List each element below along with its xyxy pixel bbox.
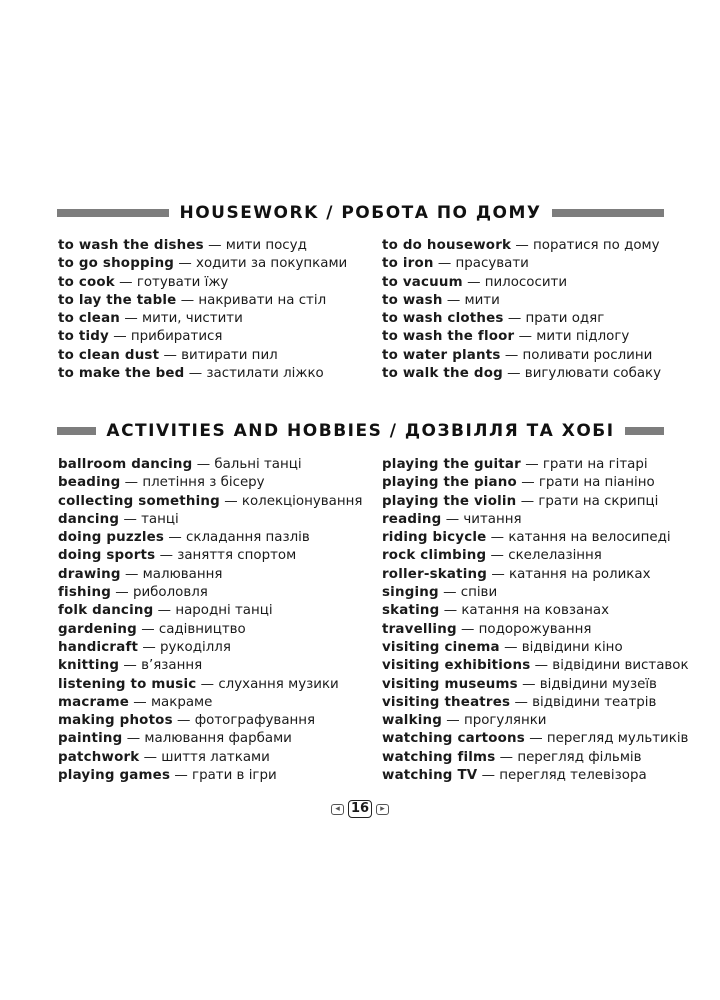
dash-separator: — — [200, 676, 215, 692]
dash-separator: — — [481, 768, 496, 784]
dash-separator: — — [504, 347, 519, 363]
ukrainian-translation: прибиратися — [130, 329, 223, 345]
dash-separator: — — [163, 347, 177, 363]
vocab-entry — [382, 237, 661, 255]
english-term: to wash — [382, 292, 443, 308]
english-term: rock climbing — [382, 548, 487, 564]
vocab-entry — [58, 237, 347, 255]
dash-separator: — — [507, 311, 522, 327]
dash-separator: — — [143, 749, 158, 765]
ukrainian-translation: застилати ліжко — [206, 366, 324, 382]
ukrainian-translation: перегляд фільмів — [517, 749, 642, 765]
ukrainian-translation: поратися по дому — [533, 238, 660, 253]
dash-separator: — — [443, 603, 458, 619]
ukrainian-translation: складання пазлів — [186, 530, 310, 546]
ukrainian-translation: малювання фарбами — [144, 731, 292, 747]
vocab-entry — [58, 694, 362, 712]
dash-separator: — — [115, 585, 129, 601]
vocab-entry — [58, 621, 362, 639]
dash-separator: — — [123, 658, 137, 674]
vocab-entry — [382, 676, 689, 694]
english-term: to clean dust — [58, 347, 160, 363]
ukrainian-translation: ходити за покупками — [196, 256, 348, 272]
dash-separator: — — [124, 311, 138, 327]
vocab-entry — [58, 676, 362, 694]
vocab-entry — [58, 657, 362, 675]
page-number: 16 — [348, 800, 372, 818]
ukrainian-translation: катання на ковзанах — [461, 603, 610, 619]
vocab-entry — [382, 566, 689, 584]
ukrainian-translation: відвідини театрів — [532, 694, 657, 710]
vocab-entry — [382, 602, 689, 620]
dash-separator: — — [178, 256, 192, 272]
english-term: reading — [382, 511, 442, 527]
english-term: playing the guitar — [382, 457, 521, 472]
english-term: patchwork — [58, 749, 140, 765]
ukrainian-translation: накривати на стіл — [198, 292, 327, 308]
vocab-entry — [58, 328, 347, 346]
housework-title: HOUSEWORK / РОБОТА ПО ДОМУ — [179, 203, 542, 223]
vocab-entry — [382, 493, 689, 511]
english-term: visiting exhibitions — [382, 658, 531, 674]
vocab-entry — [58, 292, 347, 310]
ukrainian-translation: вигулювати собаку — [524, 366, 662, 382]
vocab-entry — [382, 712, 689, 730]
english-term: singing — [382, 585, 439, 601]
ukrainian-translation: грати на піаніно — [538, 475, 655, 491]
vocab-entry — [382, 274, 661, 292]
ukrainian-translation: прасувати — [455, 256, 529, 272]
vocab-entry — [382, 255, 661, 273]
vocab-entry — [382, 584, 689, 602]
dash-separator: — — [515, 238, 529, 253]
dash-separator: — — [499, 749, 514, 765]
dash-separator: — — [522, 676, 536, 692]
dash-separator: — — [490, 548, 504, 564]
vocab-entry — [382, 328, 661, 346]
vocab-entry — [58, 529, 362, 547]
dash-separator: — — [491, 566, 505, 582]
ukrainian-translation: колекціонування — [241, 493, 363, 509]
title-bar-left — [57, 427, 96, 435]
dash-separator: — — [157, 603, 172, 619]
title-bar-left — [57, 209, 169, 217]
title-bar-right — [552, 209, 664, 217]
ukrainian-translation: бальні танці — [214, 457, 302, 472]
english-term: to make the bed — [58, 366, 185, 382]
ukrainian-translation: прогулянки — [463, 713, 547, 729]
vocab-entry — [382, 694, 689, 712]
dash-separator: — — [461, 621, 475, 637]
page-number-badge — [0, 800, 720, 818]
english-term: watching cartoons — [382, 731, 525, 747]
ukrainian-translation: мити, чистити — [141, 311, 243, 327]
english-term: playing the piano — [382, 475, 517, 491]
ukrainian-translation: катання на роликах — [508, 566, 651, 582]
vocab-entry — [382, 730, 689, 748]
ukrainian-translation: катання на велосипеді — [508, 530, 671, 546]
vocab-entry — [58, 712, 362, 730]
english-term: skating — [382, 603, 440, 619]
dash-separator: — — [518, 329, 532, 345]
english-term: to lay the table — [58, 292, 177, 308]
ukrainian-translation: садівництво — [158, 621, 246, 637]
ukrainian-translation: відвідини музеїв — [539, 676, 657, 692]
ukrainian-translation: співи — [460, 585, 498, 601]
vocab-entry — [382, 621, 689, 639]
ukrainian-translation: подорожування — [478, 621, 592, 637]
ukrainian-translation: відвідини виставок — [552, 658, 689, 674]
vocab-entry — [382, 639, 689, 657]
dash-separator: — — [514, 694, 528, 710]
ukrainian-translation: народні танці — [175, 603, 273, 619]
vocab-entry — [382, 456, 689, 474]
english-term: doing sports — [58, 548, 156, 564]
vocab-entry — [382, 474, 689, 492]
ukrainian-translation: заняття спортом — [177, 548, 297, 564]
english-term: to wash the floor — [382, 329, 515, 345]
vocab-entry — [382, 529, 689, 547]
ukrainian-translation: перегляд мультиків — [546, 731, 689, 747]
english-term: folk dancing — [58, 603, 154, 619]
dash-separator: — — [443, 585, 457, 601]
vocab-entry — [58, 511, 362, 529]
hobbies-right-column — [382, 456, 689, 785]
english-term: macrame — [58, 694, 130, 710]
english-term: making photos — [58, 713, 173, 729]
english-term: to walk the dog — [382, 366, 503, 382]
vocab-entry — [58, 602, 362, 620]
dash-separator: — — [467, 274, 481, 290]
ukrainian-translation: мити підлогу — [536, 329, 630, 345]
dash-separator: — — [126, 731, 141, 747]
vocab-entry — [58, 456, 362, 474]
english-term: fishing — [58, 585, 112, 601]
english-term: to iron — [382, 256, 434, 272]
dash-separator: — — [188, 366, 203, 382]
dash-separator: — — [168, 530, 182, 546]
title-bar-right — [625, 427, 664, 435]
english-term: to wash the dishes — [58, 238, 204, 253]
english-term: to clean — [58, 311, 121, 327]
ukrainian-translation: в’язання — [141, 658, 203, 674]
vocab-entry — [382, 347, 661, 365]
english-term: to go shopping — [58, 256, 175, 272]
dash-separator: — — [124, 475, 139, 491]
english-term: watching films — [382, 749, 496, 765]
english-term: knitting — [58, 658, 120, 674]
dash-separator: — — [119, 274, 133, 290]
ukrainian-translation: пилососити — [484, 274, 568, 290]
ukrainian-translation: риболовля — [132, 585, 208, 601]
ukrainian-translation: рукоділля — [160, 639, 231, 655]
english-term: riding bicycle — [382, 530, 487, 546]
dash-separator: — — [490, 530, 505, 546]
english-term: to water plants — [382, 347, 501, 363]
english-term: drawing — [58, 566, 121, 582]
vocab-entry — [58, 639, 362, 657]
ukrainian-translation: прати одяг — [525, 311, 605, 327]
vocab-entry — [382, 310, 661, 328]
section-title-housework — [57, 199, 664, 227]
ukrainian-translation: шиття латками — [161, 749, 270, 765]
ukrainian-translation: витирати пил — [181, 347, 278, 363]
ukrainian-translation: читання — [463, 511, 522, 527]
section-title-hobbies — [57, 417, 664, 445]
vocab-entry — [58, 310, 347, 328]
vocab-entry — [382, 767, 689, 785]
ukrainian-translation: грати на гітарі — [542, 457, 648, 472]
ukrainian-translation: поливати рослини — [522, 347, 653, 363]
page-right-arrow-icon: ▸ — [376, 804, 389, 815]
ukrainian-translation: плетіння з бісеру — [142, 475, 265, 491]
page-left-arrow-icon: ◂ — [331, 804, 344, 815]
dash-separator: — — [446, 292, 461, 308]
vocab-entry — [382, 749, 689, 767]
ukrainian-translation: перегляд телевізора — [499, 768, 647, 784]
dash-separator: — — [177, 713, 191, 729]
english-term: collecting something — [58, 493, 220, 509]
vocab-entry — [58, 584, 362, 602]
dash-separator: — — [142, 639, 156, 655]
english-term: watching TV — [382, 768, 478, 784]
vocab-entry — [58, 767, 362, 785]
english-term: to vacuum — [382, 274, 463, 290]
dash-separator: — — [141, 621, 155, 637]
dash-separator: — — [504, 639, 518, 655]
vocab-entry — [382, 292, 661, 310]
dash-separator: — — [123, 511, 137, 527]
dash-separator: — — [446, 713, 460, 729]
ukrainian-translation: грати в ігри — [192, 768, 277, 784]
english-term: gardening — [58, 621, 137, 637]
dash-separator: — — [445, 511, 460, 527]
ukrainian-translation: малювання — [142, 566, 223, 582]
vocab-entry — [58, 255, 347, 273]
english-term: doing puzzles — [58, 530, 165, 546]
ukrainian-translation: слухання музики — [218, 676, 339, 692]
vocab-entry — [58, 474, 362, 492]
english-term: painting — [58, 731, 123, 747]
english-term: playing the violin — [382, 493, 517, 509]
ukrainian-translation: макраме — [150, 694, 213, 710]
dash-separator: — — [534, 658, 549, 674]
ukrainian-translation: фотографування — [194, 713, 316, 729]
vocab-entry — [58, 547, 362, 565]
ukrainian-translation: скелелазіння — [508, 548, 602, 564]
english-term: ballroom dancing — [58, 457, 193, 472]
dash-separator: — — [521, 475, 535, 491]
english-term: to tidy — [58, 329, 109, 345]
vocab-entry — [58, 730, 362, 748]
dash-separator: — — [124, 566, 139, 582]
english-term: visiting cinema — [382, 639, 500, 655]
vocab-entry — [382, 547, 689, 565]
dash-separator: — — [159, 548, 173, 564]
vocab-entry — [58, 749, 362, 767]
dash-separator: — — [208, 238, 222, 253]
dash-separator: — — [529, 731, 543, 747]
dash-separator: — — [196, 457, 211, 472]
english-term: handicraft — [58, 639, 139, 655]
english-term: to do housework — [382, 238, 512, 253]
dash-separator: — — [520, 493, 535, 509]
dash-separator: — — [507, 366, 521, 382]
english-term: visiting museums — [382, 676, 518, 692]
english-term: to cook — [58, 274, 115, 290]
ukrainian-translation: мити — [464, 292, 500, 308]
english-term: to wash clothes — [382, 311, 504, 327]
ukrainian-translation: танці — [141, 511, 179, 527]
ukrainian-translation: відвідини кіно — [521, 639, 623, 655]
english-term: playing games — [58, 768, 171, 784]
english-term: dancing — [58, 511, 120, 527]
dash-separator: — — [113, 329, 127, 345]
vocab-entry — [58, 347, 347, 365]
vocab-entry — [382, 657, 689, 675]
dash-separator: — — [133, 694, 147, 710]
vocab-entry — [58, 566, 362, 584]
dash-separator: — — [174, 768, 188, 784]
vocab-entry — [58, 274, 347, 292]
ukrainian-translation: готувати їжу — [136, 274, 229, 290]
hobbies-left-column — [58, 456, 362, 785]
dash-separator: — — [224, 493, 238, 509]
hobbies-title: ACTIVITIES AND HOBBIES / ДОЗВІЛЛЯ ТА ХОБІ — [106, 421, 615, 441]
english-term: beading — [58, 475, 121, 491]
dash-separator: — — [437, 256, 452, 272]
dash-separator: — — [180, 292, 195, 308]
english-term: travelling — [382, 621, 457, 637]
english-term: roller-skating — [382, 566, 488, 582]
housework-right-column — [382, 237, 661, 383]
vocab-entry — [382, 365, 661, 383]
dash-separator: — — [525, 457, 539, 472]
ukrainian-translation: мити посуд — [225, 238, 307, 253]
housework-left-column — [58, 237, 347, 383]
english-term: walking — [382, 713, 443, 729]
vocab-entry — [58, 365, 347, 383]
english-term: visiting theatres — [382, 694, 511, 710]
vocab-entry — [382, 511, 689, 529]
vocab-entry — [58, 493, 362, 511]
english-term: listening to music — [58, 676, 197, 692]
ukrainian-translation: грати на скрипці — [538, 493, 659, 509]
